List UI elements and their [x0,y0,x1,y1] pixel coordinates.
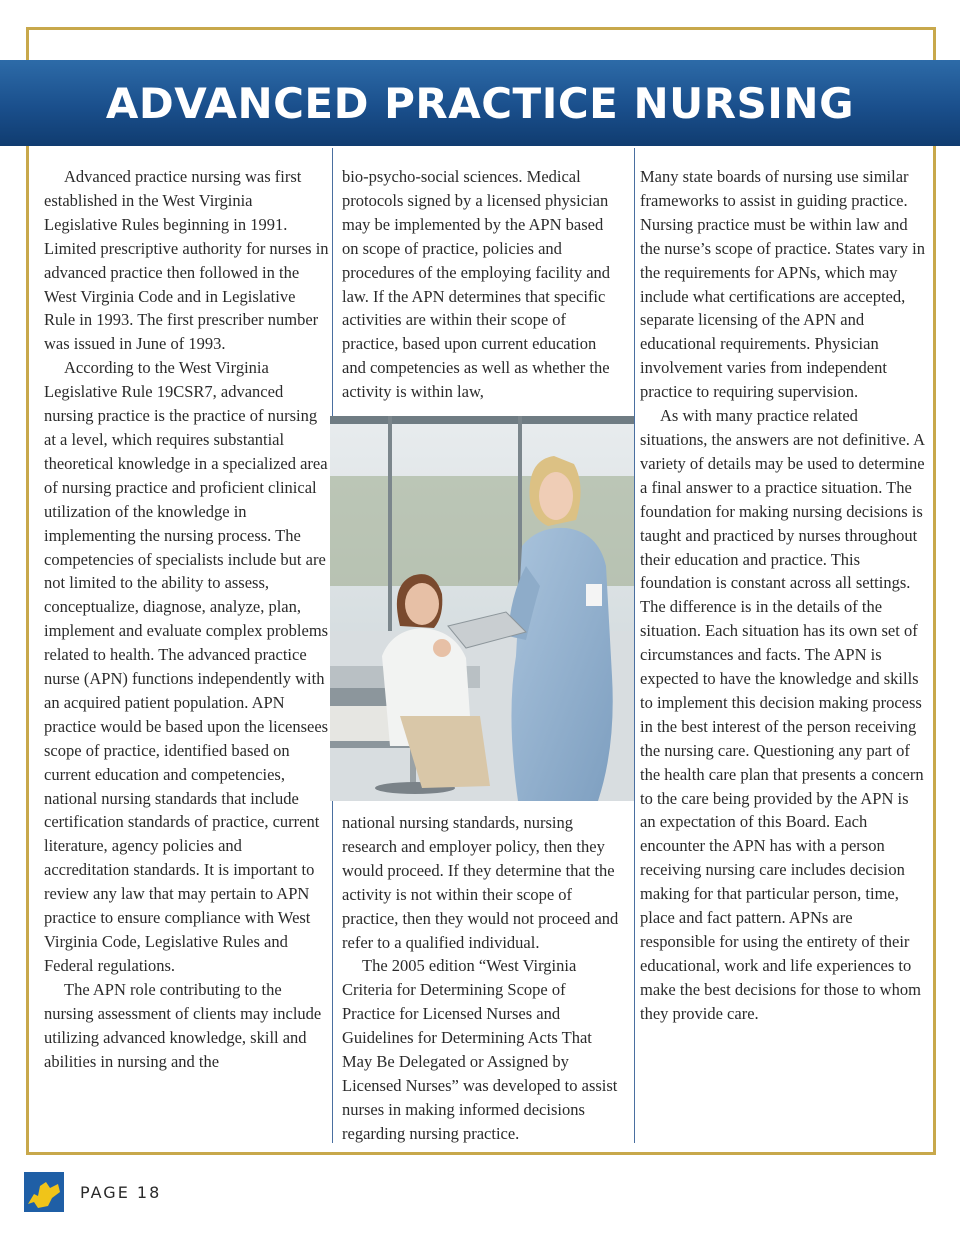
article-column-2-top [342,165,622,404]
page-title: ADVANCED PRACTICE NURSING [105,79,855,128]
nurses-illustration [330,416,634,801]
article-column-3 [640,165,925,1026]
west-virginia-logo-icon [24,1172,64,1212]
paragraph: According to the West Virginia Legislative Rule 19CSR7, advanced nursing practice is the practice of nursing at a level, which requires substantial theoretical knowledge in a specialized area of nursing practice and proficient clinical utilization of the knowledge in implementing the nursing process. The competencies of specialists include but are not limited to the ability to assess, conceptualize, diagnose, analyze, plan, implement and evaluate complex problems related to health. The advanced practice nurse (APN) functions independently with an acquired patient population. APN practice would be based upon the licensees scope of practice, identified based on current education and competencies, national nursing standards that include certification standards of practice, current literature, agency policies and accreditation standards. It is important to review any law that may pertain to APN practice to ensure compliance with West Virginia Code, Legislative Rules and Federal regulations. [44,358,329,975]
paragraph: Many state boards of nursing use similar frameworks to assist in guiding practice. Nursing practice must be within law and the nurse’s scope of practice. States vary in the requirements for APNs, which may include what certifications are accepted, separate licensing of the APN and educational requirements. Physician involvement varies from independent practice to requiring supervision. [640,167,925,402]
column-divider [634,148,635,1143]
page-number: PAGE 18 [80,1183,162,1202]
paragraph: bio-psycho-social sciences. Medical protocols signed by a licensed physician may be implemented by the APN based on scope of practice, policies and procedures of the employing facility and law. If the APN determines that specific activities are within their scope of practice, based upon current education and competencies as well as whether the activity is within law, [342,167,611,402]
article-column-2-bottom [342,811,622,1146]
paragraph: Advanced practice nursing was first established in the West Virginia Legislative Rules beginning in 1991. Limited prescriptive authority for nurses in advanced practice then followed in the West Virginia Code and in Legislative Rule in 1993. The first prescriber number was issued in June of 1993. [44,167,329,354]
paragraph: national nursing standards, nursing research and employer policy, then they would proceed. If they determine that the activity is not within their scope of practice, then they would not proceed and refer to a qualified individual. [342,813,619,952]
paragraph: The APN role contributing to the nursing assessment of clients may include utilizing advanced knowledge, skill and abilities in nursing and the [44,979,322,1071]
title-banner [0,60,960,146]
article-column-1 [44,165,329,1073]
paragraph: The 2005 edition “West Virginia Criteria for Determining Scope of Practice for Licensed Nurses and Guidelines for Determining Acts That May Be Delegated or Assigned by Licensed Nurses” was developed to assist nurses in making informed decisions regarding nursing practice. [342,956,618,1143]
paragraph: As with many practice related situations, the answers are not definitive. A variety of details may be used to determine a final answer to a practice situation. The foundation for making nursing decisions is taught and practiced by nurses throughout their education and practice. This foundation is constant across all settings. The difference is in the details of the situation. Each situation has its own set of circumstances and facts. The APN is expected to have the knowledge and skills to implement this decision making process in the best interest of the person receiving the nursing care. Questioning any part of the health care plan that presents a concern to the care being provided by the APN is an expectation of this Board. Each encounter the APN has with a person receiving nursing care includes decision making for that particular person, time, place and fact pattern. APNs are responsible for using the entirety of their educational, work and life experiences to make the best decisions for those to whom they provide care. [640,406,925,1023]
nurses-photo [330,416,634,801]
